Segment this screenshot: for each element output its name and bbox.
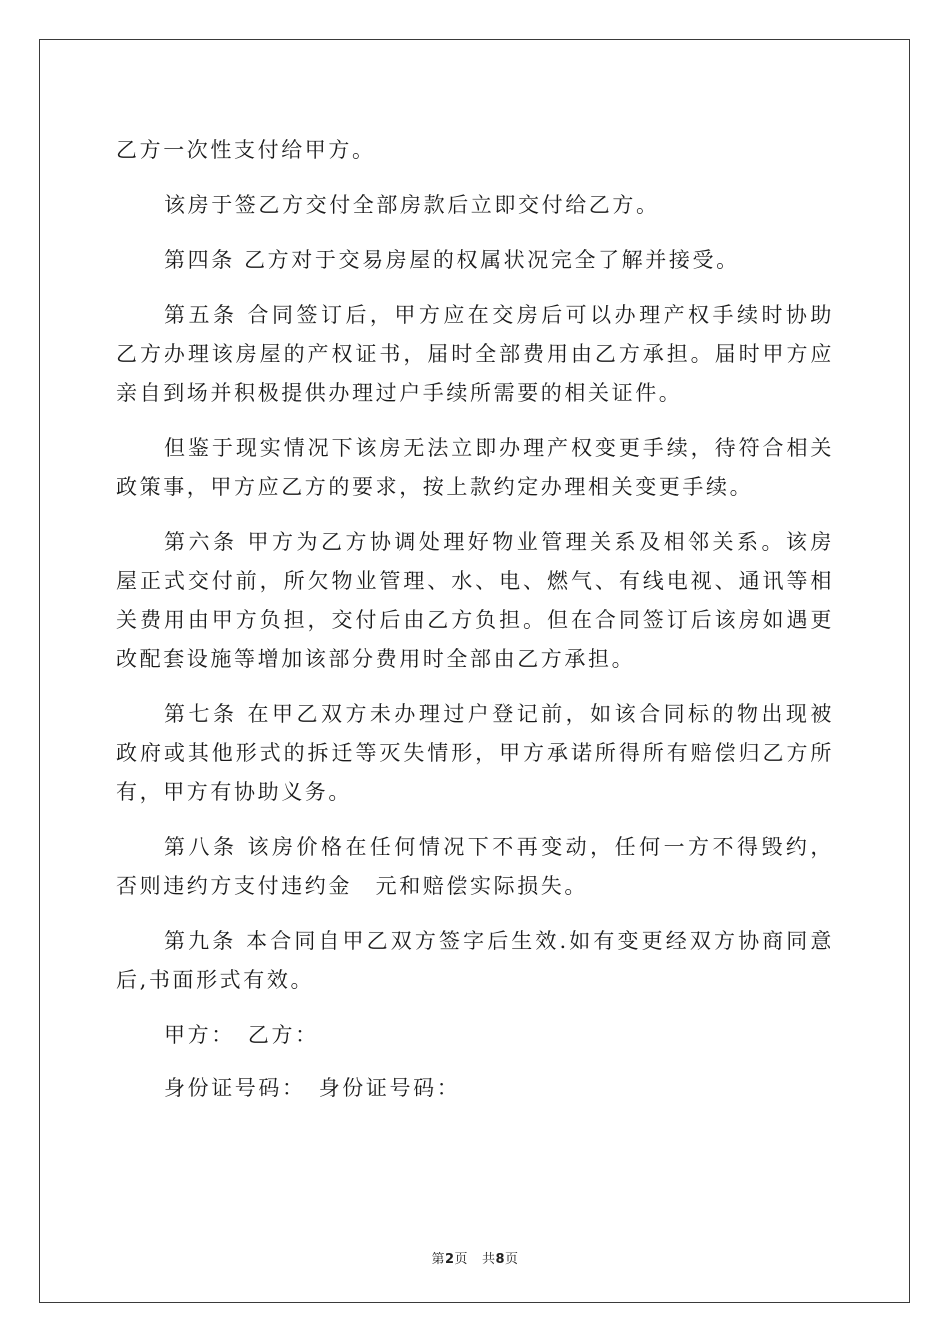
total-prefix: 共 [481, 1252, 496, 1267]
paragraph-payment-note: 乙方一次性支付给甲方。 [116, 138, 376, 162]
page-prefix: 第 [431, 1252, 445, 1267]
signature-parties-line: 甲方： 乙方： [164, 1023, 319, 1047]
document-body [116, 131, 834, 1122]
page-number: 2 [444, 1252, 455, 1267]
total-suffix: 页 [505, 1252, 519, 1267]
paragraph-article-5: 第五条 合同签订后，甲方应在交房后可以办理产权手续时协助乙方办理该房屋的产权证书，届时全部费用由乙方承担。届时甲方应亲自到场并积极提供办理过户手续所需要的相关证件。 [116, 303, 834, 405]
page-suffix: 页 [454, 1252, 469, 1267]
paragraph-delivery: 该房于签乙方交付全部房款后立即交付给乙方。 [164, 193, 660, 217]
page-footer [0, 1248, 950, 1267]
paragraph-article-7: 第七条 在甲乙双方未办理过户登记前，如该合同标的物出现被政府或其他形式的拆迁等灭失情形，甲方承诺所得所有赔偿归乙方所有，甲方有协助义务。 [116, 702, 834, 804]
paragraph-article-4: 第四条 乙方对于交易房屋的权属状况完全了解并接受。 [164, 248, 740, 272]
id-number-line: 身份证号码： 身份证号码： [164, 1076, 461, 1100]
paragraph-article-8: 第八条 该房价格在任何情况下不再变动，任何一方不得毁约，否则违约方支付违约金 元和赔偿实际损失。 [116, 835, 834, 898]
paragraph-article-6: 第六条 甲方为乙方协调处理好物业管理关系及相邻关系。该房屋正式交付前，所欠物业管理、水、电、燃气、有线电视、通讯等相关费用由甲方负担，交付后由乙方负担。但在合同签订后该房如遇更改配套设施等增加该部分费用时全部由乙方承担。 [116, 530, 834, 671]
paragraph-article-9: 第九条 本合同自甲乙双方签字后生效.如有变更经双方协商同意后,书面形式有效。 [116, 929, 834, 992]
total-pages: 8 [495, 1252, 506, 1267]
paragraph-article-5-supplement: 但鉴于现实情况下该房无法立即办理产权变更手续，待符合相关政策事，甲方应乙方的要求，按上款约定办理相关变更手续。 [116, 436, 834, 499]
